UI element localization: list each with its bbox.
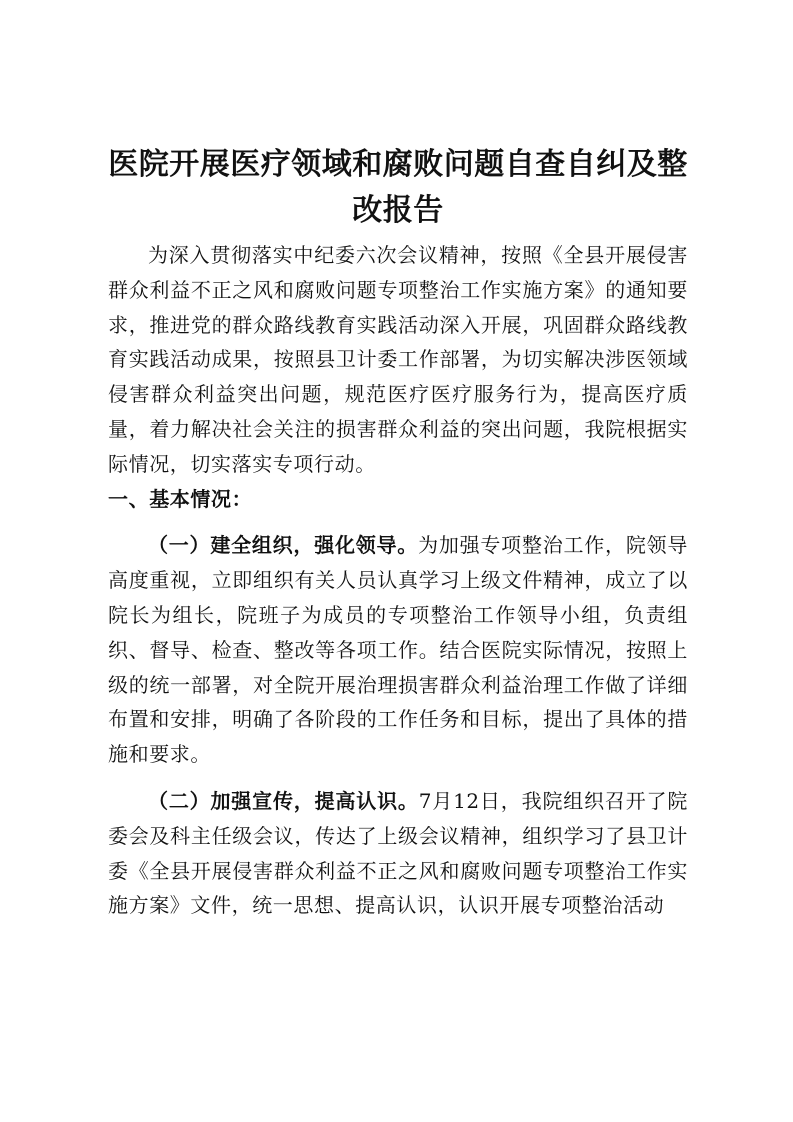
section-heading-basic-situation: 一、基本情况：: [108, 486, 253, 511]
item-2-title: （二）加强宣传，提高认识。: [148, 788, 419, 813]
document-page: [108, 142, 688, 923]
item-1-text: 为加强专项整治工作，院领导高度重视，立即组织有关人员认真学习上级文件精神，成立了以院长为组长，院班子为成员的专项整治工作领导小组，负责组织、督导、检查、整改等各项工作。结合医院实际情况，按照上级的统一部署，对全院开展治理损害群众利益治理工作做了详细布置和安排，明确了各阶段的工作任务和目标，提出了具体的措施和要求。: [108, 533, 688, 767]
paragraph-spacer: [108, 772, 688, 784]
intro-paragraph: 为深入贯彻落实中纪委六次会议精神，按照《全县开展侵害群众利益不正之风和腐败问题专项整治工作实施方案》的通知要求，推进党的群众路线教育实践活动深入开展，巩固群众路线教育实践活动成果，按照县卫计委工作部署，为切实解决涉医领域侵害群众利益突出问题，规范医疗医疗服务行为，提高医疗质量，着力解决社会关注的损害群众利益的突出问题，我院根据实际情况，切实落实专项行动。: [108, 243, 688, 476]
document-body: [108, 238, 688, 923]
item-1-title: （一）建全组织，强化领导。: [148, 533, 419, 558]
paragraph-spacer: [108, 516, 688, 528]
item-2-text: 7月12日，我院组织召开了院委会及科主任级会议，传达了上级会议精神，组织学习了县卫计委《全县开展侵害群众利益不正之风和腐败问题专项整治工作实施方案》文件，统一思想、提高认识，认识开展专项整治活动: [108, 788, 688, 918]
section-item-1: [108, 528, 688, 772]
section-item-2: [108, 784, 688, 923]
document-title: 医院开展医疗领域和腐败问题自查自纠及整改报告: [108, 147, 688, 228]
